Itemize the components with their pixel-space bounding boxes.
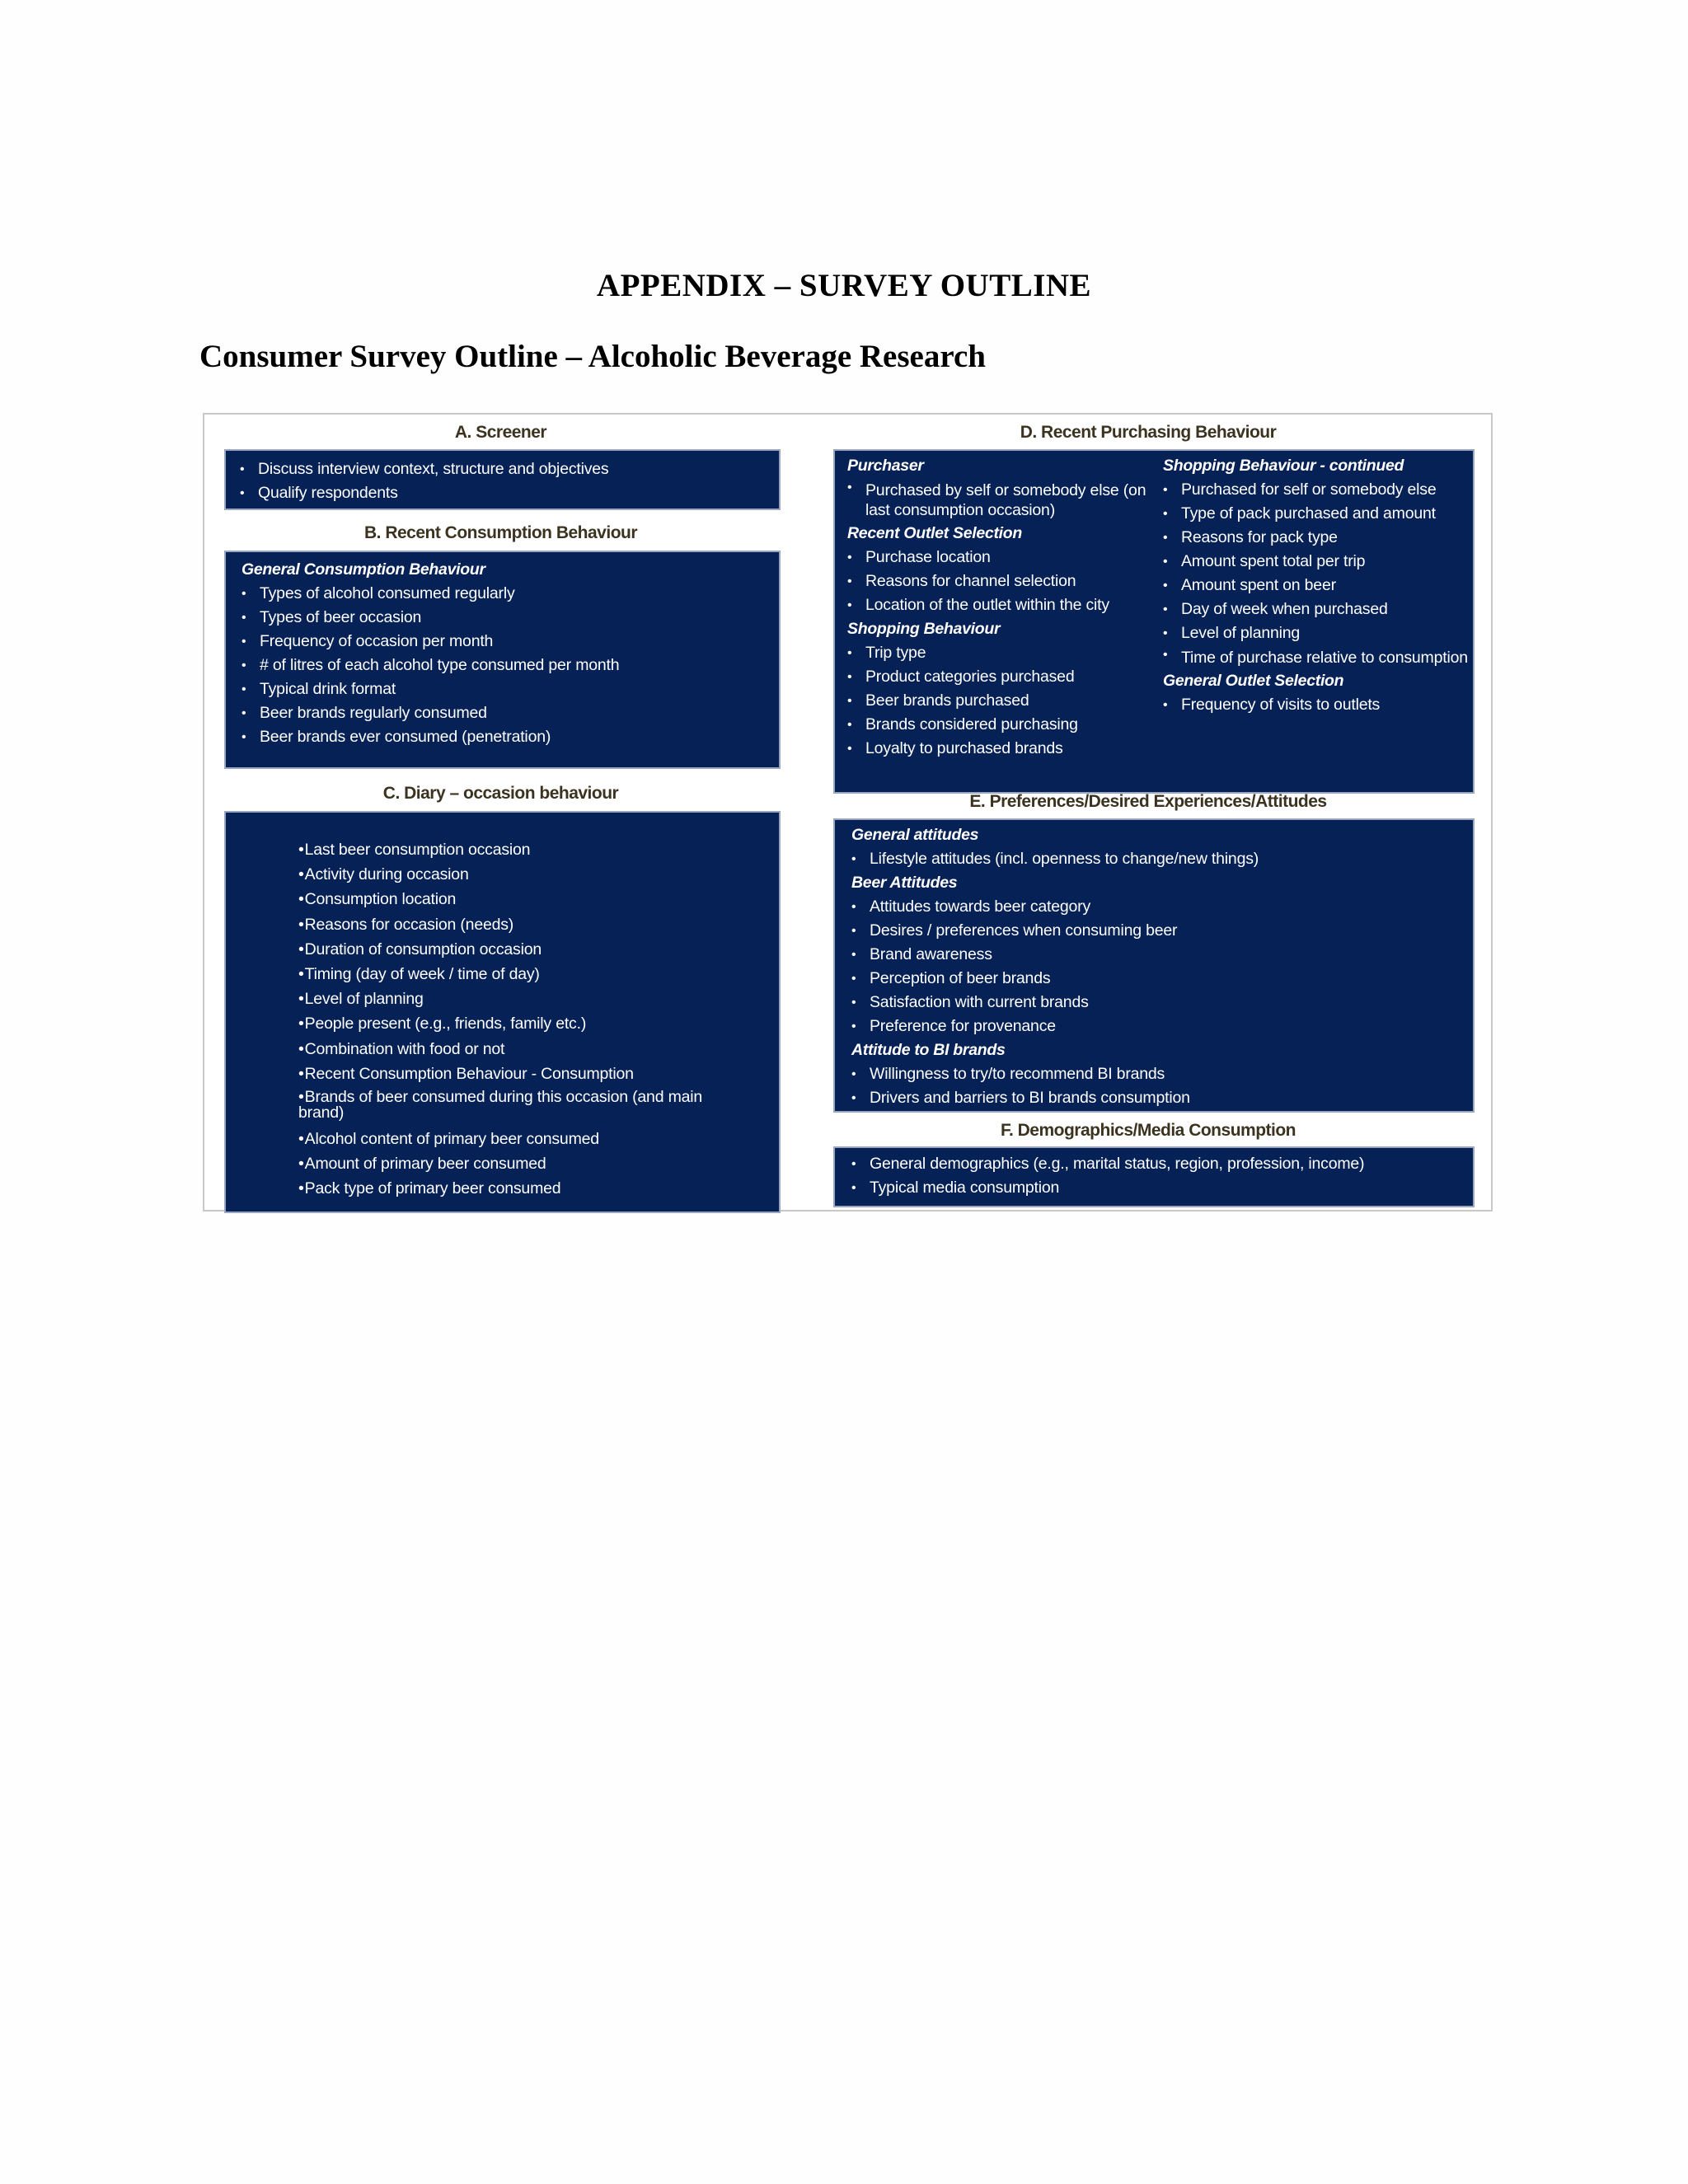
section-d-continued-list [1163, 478, 1468, 669]
list-item: •Duration of consumption occasion [298, 940, 542, 958]
list-item: • General demographics (e.g., marital status, region, profession, income) [851, 1152, 1473, 1176]
list-item: • Perception of beer brands [851, 967, 1473, 991]
section-d-purchaser-heading: Purchaser [847, 457, 924, 475]
list-item: •Brands of beer consumed during this occasion (and main brand) [298, 1088, 703, 1122]
list-item: • Preference for provenance [851, 1015, 1473, 1038]
section-e-bi-list [851, 1062, 1473, 1110]
list-item: •Activity during occasion [298, 865, 469, 884]
list-item: •Pack type of primary beer consumed [298, 1179, 561, 1198]
section-b-title: B. Recent Consumption Behaviour [363, 523, 638, 542]
list-item: • Brand awareness [851, 943, 1473, 967]
list-item: • Desires / preferences when consuming beer [851, 919, 1473, 943]
list-item: • Day of week when purchased [1163, 598, 1468, 621]
list-item: • Qualify respondents [240, 481, 779, 505]
section-d-continued-heading: Shopping Behaviour - continued [1163, 457, 1404, 475]
list-item: •Reasons for occasion (needs) [298, 915, 514, 934]
section-e-beer-heading: Beer Attitudes [851, 874, 958, 892]
list-item: • Lifestyle attitudes (incl. openness to change/new things) [851, 847, 1473, 871]
section-e-box [833, 818, 1475, 1113]
list-item: • Typical drink format [241, 677, 779, 701]
list-item: • Beer brands regularly consumed [241, 701, 779, 725]
section-d-purchaser-list [847, 478, 1152, 522]
section-f-box [833, 1146, 1475, 1207]
list-item: •Level of planning [298, 990, 424, 1009]
list-item: •Amount of primary beer consumed [298, 1155, 546, 1174]
list-item: • Amount spent on beer [1163, 574, 1468, 598]
appendix-title: APPENDIX – SURVEY OUTLINE [596, 268, 1092, 303]
list-item: •Timing (day of week / time of day) [298, 965, 540, 984]
section-d-shopping-heading: Shopping Behaviour [847, 620, 1001, 638]
list-item: •Combination with food or not [298, 1039, 505, 1058]
list-item: •Recent Consumption Behaviour - Consumption [298, 1064, 634, 1083]
section-f-title: F. Demographics/Media Consumption [1000, 1121, 1296, 1140]
list-item: • Frequency of visits to outlets [1163, 693, 1468, 717]
list-item: •People present (e.g., friends, family etc.) [298, 1015, 587, 1033]
survey-outline-figure [203, 413, 1493, 1212]
section-e-general-heading: General attitudes [851, 826, 979, 844]
section-a-box [224, 449, 781, 510]
list-item: •Alcohol content of primary beer consumed [298, 1130, 599, 1149]
section-d-box [833, 449, 1475, 794]
list-item: • Level of planning [1163, 621, 1468, 645]
section-a-title: A. Screener [454, 423, 547, 442]
section-b-subheading: General Consumption Behaviour [241, 560, 485, 579]
list-item: • Reasons for channel selection [847, 569, 1152, 593]
section-e-general-list [851, 847, 1473, 871]
list-item: • Reasons for pack type [1163, 526, 1468, 550]
document-title: Consumer Survey Outline – Alcoholic Beverage Research [199, 339, 986, 374]
section-e-bi-heading: Attitude to BI brands [851, 1041, 1006, 1059]
list-item: • # of litres of each alcohol type consumed per month [241, 654, 779, 677]
section-f-list [851, 1152, 1473, 1200]
list-item: • Attitudes towards beer category [851, 895, 1473, 919]
section-c-box [224, 811, 781, 1213]
list-item: • Discuss interview context, structure and objectives [240, 457, 779, 481]
list-item: • Beer brands ever consumed (penetration) [241, 725, 779, 749]
list-item: • Purchased by self or somebody else (on last consumption occasion) [847, 478, 1152, 522]
list-item: • Time of purchase relative to consumption [1163, 645, 1468, 669]
list-item: • Trip type [847, 641, 1152, 665]
section-c-list [298, 837, 738, 1202]
section-d-general-list [1163, 693, 1468, 717]
list-item: • Brands considered purchasing [847, 713, 1152, 737]
list-item: • Types of beer occasion [241, 606, 779, 630]
list-item: • Satisfaction with current brands [851, 991, 1473, 1015]
list-item: • Drivers and barriers to BI brands consumption [851, 1086, 1473, 1110]
list-item: • Typical media consumption [851, 1176, 1473, 1200]
section-b-box [224, 551, 781, 769]
list-item: • Willingness to try/to recommend BI brands [851, 1062, 1473, 1086]
list-item: • Location of the outlet within the city [847, 593, 1152, 617]
list-item: •Last beer consumption occasion [298, 841, 531, 859]
section-e-title: E. Preferences/Desired Experiences/Attitudes [969, 792, 1327, 811]
list-item: • Purchase location [847, 546, 1152, 569]
list-item: • Amount spent total per trip [1163, 550, 1468, 574]
list-item: • Type of pack purchased and amount [1163, 502, 1468, 526]
list-item: • Product categories purchased [847, 665, 1152, 689]
list-item: • Loyalty to purchased brands [847, 737, 1152, 761]
section-e-beer-list [851, 895, 1473, 1038]
section-d-left-column [847, 454, 1152, 761]
list-item: •Consumption location [298, 890, 457, 909]
section-d-shopping-list [847, 641, 1152, 761]
list-item: • Purchased for self or somebody else [1163, 478, 1468, 502]
section-d-outlet-heading: Recent Outlet Selection [847, 524, 1022, 542]
section-b-list [241, 582, 779, 749]
list-item: • Beer brands purchased [847, 689, 1152, 713]
section-d-outlet-list [847, 546, 1152, 617]
section-d-right-column [1163, 454, 1468, 717]
section-c-title: C. Diary – occasion behaviour [382, 784, 619, 803]
section-a-list [240, 457, 779, 505]
section-d-general-heading: General Outlet Selection [1163, 672, 1344, 690]
list-item: • Types of alcohol consumed regularly [241, 582, 779, 606]
section-d-title: D. Recent Purchasing Behaviour [1020, 423, 1277, 442]
list-item: • Frequency of occasion per month [241, 630, 779, 654]
